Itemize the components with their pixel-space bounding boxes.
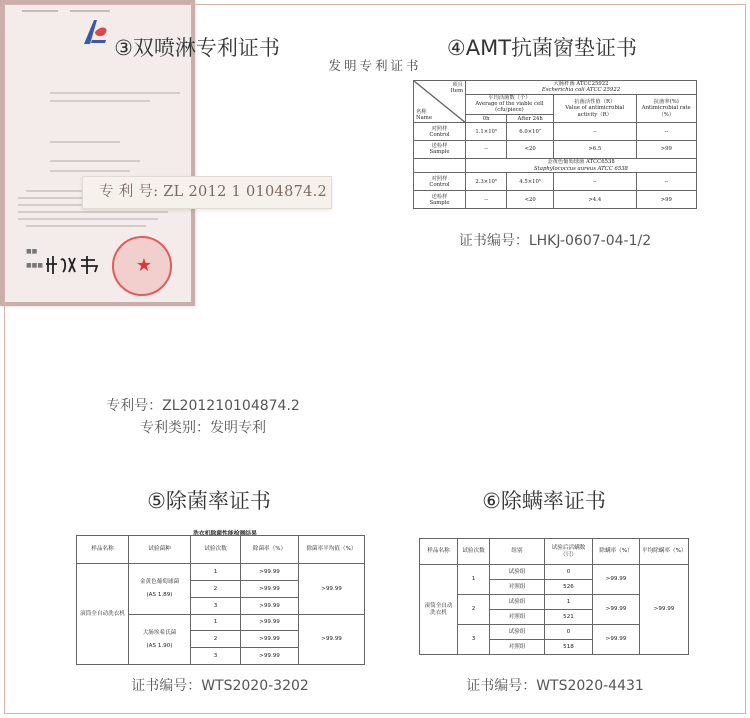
table-row: 3 >99.99 [77, 597, 365, 614]
table-row: 3 试验组 0 >99.99 [420, 625, 689, 640]
table-row: 送检样 Sample -- <20 >6.5 >99 [414, 140, 697, 158]
table-row: 2 >99.99 [77, 581, 365, 598]
section3-title: ③双喷淋专利证书 [114, 36, 280, 60]
corner-cell: 项目 Item 名称 Name [414, 81, 466, 123]
table-row: 3 >99.99 [77, 648, 365, 665]
org1-header: 大肠杆菌 ATCC25922 Escherichia coli ATCC 25922 [466, 81, 697, 95]
table-row: 对照组 521 [420, 610, 689, 625]
section4-caption: 证书编号：LHKJ-0607-04-1/2 [458, 233, 652, 249]
mite-removal-rate-table: 样品名称 试验次数 组别 试验后活螨数（只） 除螨率（%） 平均除螨率（%） 滚筒全自动洗衣机 1 试验组 0 >99.99 >99.99 对照组 526 2 试验组 1 >99.99 对照组 521 3 试验组 0 >99.99 对照组 518 [419, 538, 689, 655]
seal-emblem-icon: ★ [135, 255, 153, 276]
table-row: 2 >99.99 [77, 631, 365, 648]
certificate-title: 发明专利证书 [328, 58, 422, 73]
section6-title: ⑥除螨率证书 [482, 489, 606, 513]
section5-title: ⑤除菌率证书 [147, 489, 271, 513]
section6-caption: 证书编号：WTS2020-4431 [466, 678, 644, 694]
patent-certificate-image: 发明专利证书 ■■ ■■■ ★ [0, 0, 195, 306]
table-row: 对照组 526 [420, 580, 689, 595]
patent-office-logo-icon [80, 18, 110, 46]
org2-header: 金黄色葡萄球菌 ATCC6538 Staphylococcus aureus ATCC 6538 [466, 158, 697, 173]
section3-caption2: 专利类别：发明专利 [140, 420, 266, 436]
sterilization-rate-table: 样品名称 试验菌种 试验次数 除菌率（%） 除菌率平均值（%） 滚筒全自动洗衣机 金黄色葡萄球菌 (AS 1.89) 1 >99.99 >99.99 2 >99.99 3 >99.99 大肠埃希氏菌 (AS 1.90) 1 >99.99 >99.99 2 >99.99 3 >99.99 [76, 535, 365, 665]
table-row: 滚筒全自动洗衣机 金黄色葡萄球菌 (AS 1.89) 1 >99.99 >99.99 [77, 564, 365, 581]
signature [45, 252, 101, 276]
section3-caption1: 专利号：ZL201210104874.2 [106, 398, 300, 414]
table-row: 2 试验组 1 >99.99 [420, 595, 689, 610]
section4-title: ④AMT抗菌窗垫证书 [446, 36, 638, 60]
official-seal [112, 236, 172, 296]
table-row: 对照组 518 [420, 639, 689, 654]
t5-table-title: 洗衣机除菌性能检测结果 [193, 531, 257, 537]
table-row: 大肠埃希氏菌 (AS 1.90) 1 >99.99 >99.99 [77, 614, 365, 631]
table-row: 对照样 Control 2.3×10⁵ 4.5×10⁵ -- -- [414, 173, 697, 191]
patent-number-strip: 专 利 号: ZL 2012 1 0104874.2 [82, 176, 332, 209]
table-row: 对照样 Control 1.1×10⁵ 6.0×10⁷ -- -- [414, 123, 697, 141]
table-row: 送检样 Sample -- <20 >4.4 >99 [414, 191, 697, 209]
table-row: 滚筒全自动洗衣机 1 试验组 0 >99.99 >99.99 [420, 565, 689, 580]
section5-caption: 证书编号：WTS2020-3202 [131, 678, 309, 694]
amt-antibacterial-table: 项目 Item 名称 Name 大肠杆菌 ATCC25922 Escherichia coli ATCC 25922 平均活菌数（个） Average of the viable cell (cfu/piece) 抗菌活性值（R） Value of antimicrobial activity（R） 抗菌率(%) Antimicrobial rate（%） 0h After 24h 对照样 Control 1.1×10⁵ 6.0×10⁷ -- -- 送检样 Sample -- <20 >6.5 >99 金黄色葡萄球菌 ATCC6538 Staphylococcus aureus ATCC 6538 对照样 Control 2.3×10⁵ 4.5×10⁵ -- -- 送检样 Sample -- <20 >4.4 >99 [413, 80, 697, 209]
